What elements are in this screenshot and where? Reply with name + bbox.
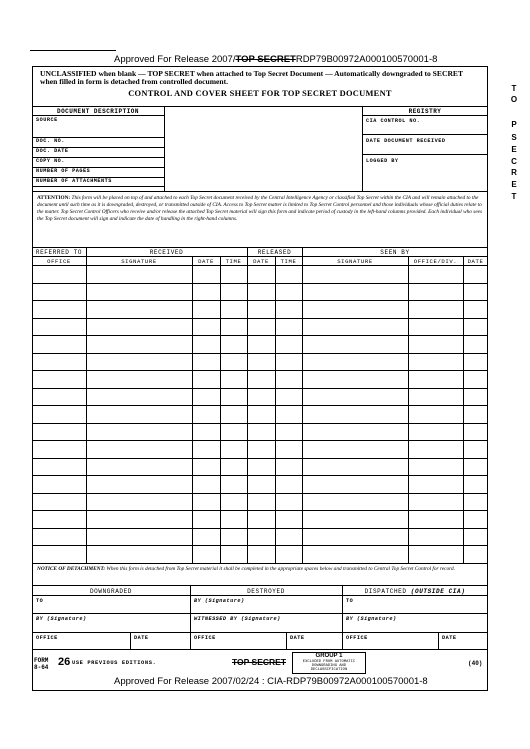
table-row [32,353,488,354]
form-title: CONTROL AND COVER SHEET FOR TOP SECRET DOCUMENT [128,89,392,98]
table-row [32,370,488,371]
dispatched-by-label: BY (Signature) [346,616,397,622]
column-header: SIGNATURE [337,258,373,265]
group-text: EXCLUDED FROM AUTOMATIC DOWNGRADING AND DECLASSIFICATION [302,660,356,673]
column-header: TIME [225,258,242,265]
bottom-release-line: Approved For Release 2007/02/24 : CIA-RDP79B00972A000100570001-8 [114,676,428,687]
doc-field-label: DOC. DATE [36,148,69,154]
attention-paragraph [37,195,484,223]
side-letter: E [511,145,517,154]
rule [192,256,193,563]
rule [32,632,488,633]
group-header-seen-by: SEEN BY [380,249,410,256]
rule [463,256,464,563]
side-letter: R [511,168,517,177]
table-row [32,388,488,389]
rule [164,106,165,191]
column-header: OFFICE [47,258,71,265]
top-rule [30,50,116,51]
rule [130,632,131,649]
witnessed-by-label: WITNESSED BY (Signature) [194,616,281,622]
rule [408,256,409,563]
rule [362,115,488,116]
detachment-notice [37,566,484,573]
attention-text: This form will be placed on top of and attached to each Top Secret document received by the Central Intelligence Agency or classified Top Secret within the CIA and will remain attached to the document until such time as it is downgraded, destroyed, or transmitted outside of CIA. Access to Top Secret matter is limited to Top Secret Control personnel and those individuals whose official duties relate to the matter. Top Secret Control Officers who receive and/or release the attached Top Secret material will sign this form and indicate period of custody in the left-hand columns provided. Each individual who sees the Top Secret document will sign and indicate the date of handling in the right-hand columns. [37,195,483,222]
cover-sheet-form [32,66,488,691]
footer-top-secret: TOP SECRET [232,657,287,667]
table-row [32,545,488,546]
downgraded-office-label: OFFICE [36,635,58,641]
destroyed-date-label: DATE [290,635,305,641]
registry-heading: REGISTRY [408,108,442,115]
registry-field-label: CIA CONTROL NO. [366,118,421,124]
table-row [32,300,488,301]
side-letter: P [511,120,517,129]
top-release-line [114,54,437,65]
doc-field-label: SOURCE [36,117,58,123]
downgraded-heading: DOWNGRADED [89,588,132,595]
side-letter: O [510,95,518,104]
registry-field-label: LOGGED BY [366,158,399,164]
rule [438,632,439,649]
doc-field-label: NUMBER OF ATTACHMENTS [36,178,112,184]
group-box [292,652,366,674]
table-row [32,528,488,529]
table-row [32,423,488,424]
rule [32,186,164,187]
downgraded-date-label: DATE [134,635,149,641]
form-code: (40) [468,660,483,667]
table-row [32,318,488,319]
destroyed-by-label: BY (Signature) [194,598,245,604]
table-row [32,283,488,284]
struck-classification: TOP SECRET [235,54,296,65]
rule [32,613,488,614]
document-description-heading: DOCUMENT DESCRIPTION [56,108,139,115]
registry-field-label: DATE DOCUMENT RECEIVED [366,138,446,144]
release-prefix: Approved For Release 2007/ [114,54,236,65]
doc-field-label: DOC. NO. [36,138,65,144]
rule [32,265,488,266]
release-suffix: RDP79B00972A000100570001-8 [295,54,438,65]
destroyed-office-label: OFFICE [194,635,216,641]
dispatched-label: DISPATCHED [364,588,407,595]
table-row [32,405,488,406]
group-header-released: RELEASED [257,249,292,256]
form-date: 8-64 [34,664,49,671]
table-row [32,335,488,336]
rule [32,191,488,192]
destroyed-heading: DESTROYED [247,588,285,595]
table-row [32,458,488,459]
rule [32,256,488,257]
rule [362,154,488,155]
rule [32,649,488,650]
side-letter: T [511,84,517,93]
form-label-block [34,657,48,671]
rule [362,106,363,191]
column-header: DATE [467,258,484,265]
table-row [32,493,488,494]
downgraded-by-label: BY (Signature) [36,616,87,622]
side-letter: T [511,192,517,201]
form-label: FORM [34,657,49,664]
column-header: SIGNATURE [121,258,157,265]
rule [275,256,276,563]
notice-text: When this form is detached from Top Secret material it shall be completed in the appropriate spaces below and transmitted to Central Top Secret Control for record. [106,566,455,572]
table-row [32,475,488,476]
dispatched-to-label: TO [346,598,354,604]
rule [32,595,488,596]
dispatched-note: (OUTSIDE CIA) [410,588,466,595]
doc-field-label: NUMBER OF PAGES [36,168,91,174]
rule [32,115,164,116]
group-title: GROUP 1 [315,653,343,659]
rule [32,247,488,248]
previous-editions-note: USE PREVIOUS EDITIONS. [72,660,157,666]
group-header-referred-to: REFERRED TO [35,249,83,256]
dispatched-office-label: OFFICE [346,635,368,641]
group-header-received: RECEIVED [149,249,184,256]
rule [286,632,287,649]
form-number: 26 [58,656,71,668]
dispatched-date-label: DATE [442,635,457,641]
attention-label: ATTENTION: [37,195,71,201]
classification-note: UNCLASSIFIED when blank — TOP SECRET when attached to Top Secret Document — Automatically downgraded to SECRET when filled in form is detached from controlled document. [40,69,463,87]
rule [32,106,488,107]
column-header: DATE [253,258,269,265]
rule [220,256,221,563]
table-row [32,510,488,511]
dispatched-heading [342,588,488,595]
side-letter: C [511,157,517,166]
table-row [32,563,488,564]
rule [362,134,488,135]
side-letter: E [511,180,517,189]
downgraded-to-label: TO [36,598,44,604]
rule [32,585,488,586]
column-header: DATE [198,258,214,265]
column-header: TIME [280,258,297,265]
doc-field-label: COPY NO. [36,158,65,164]
table-row [32,440,488,441]
side-letter: S [511,133,517,142]
column-header: OFFICE/DIV. [413,258,458,265]
notice-label: NOTICE OF DETACHMENT: [37,566,106,572]
